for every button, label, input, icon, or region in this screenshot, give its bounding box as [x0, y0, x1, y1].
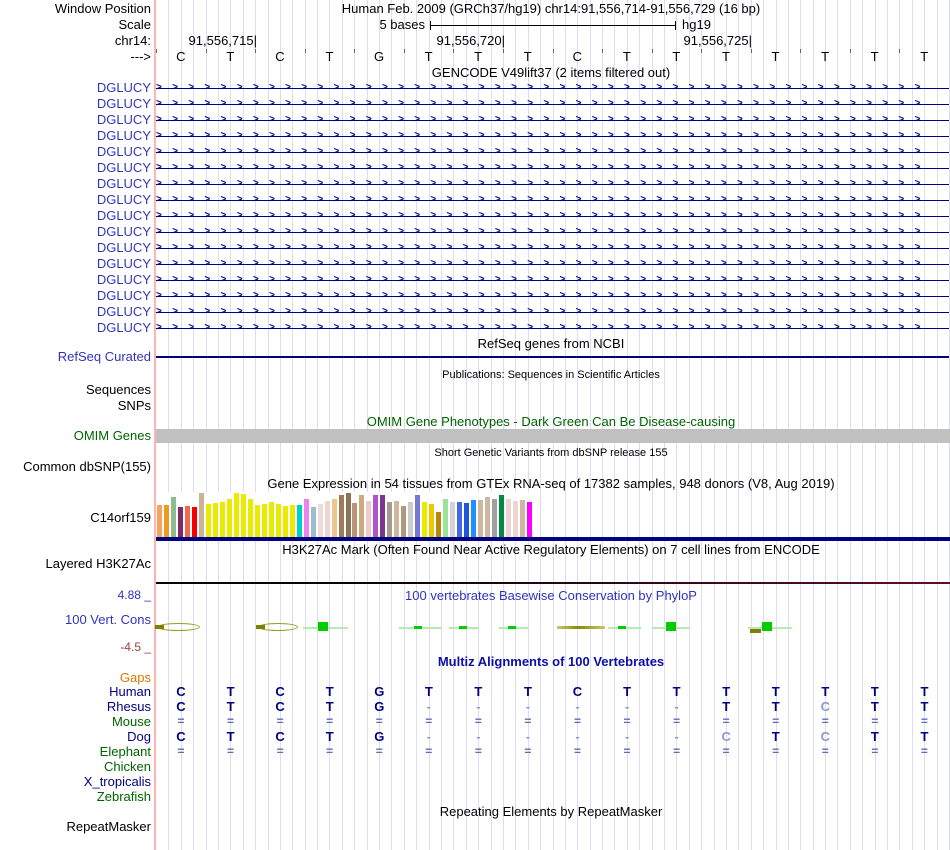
gtex-tissue-bar[interactable] [269, 502, 274, 537]
alignment-base-cell[interactable]: = [276, 744, 284, 758]
gtex-tissue-bar[interactable] [401, 506, 406, 537]
alignment-base-cell[interactable]: C [572, 684, 583, 699]
gene-transcript-row[interactable]: >>>>>>>>>>>>>>>>>>>>>>>>>>>>>>>>>>>>>>>>>>>>>>>> [156, 224, 949, 240]
omim-genes-label[interactable]: OMIM Genes [73, 428, 151, 443]
alignment-base-cell[interactable]: = [772, 714, 780, 728]
dbsnp-track-title[interactable]: Short Genetic Variants from dbSNP release 155 [434, 447, 668, 459]
alignment-base-cell[interactable]: - [476, 729, 481, 744]
alignment-base-cell[interactable]: T [226, 729, 235, 744]
gtex-tissue-bar[interactable] [164, 505, 169, 537]
gene-transcript-row[interactable]: >>>>>>>>>>>>>>>>>>>>>>>>>>>>>>>>>>>>>>>>>>>>>>>> [156, 208, 949, 224]
base-letter[interactable]: T [652, 49, 702, 65]
gtex-tissue-bar[interactable] [283, 506, 288, 537]
gtex-tissue-bar[interactable] [206, 504, 211, 537]
coordinate-label: 91,556,720| [436, 33, 505, 48]
base-letter[interactable]: C [255, 49, 305, 65]
alignment-base-cell[interactable]: T [226, 684, 235, 699]
species-label[interactable]: Rhesus [106, 699, 151, 714]
gene-name-label[interactable]: DGLUCY [96, 80, 151, 95]
alignment-base-cell[interactable]: - [525, 699, 531, 714]
alignment-base-cell[interactable]: T [424, 684, 433, 699]
gtex-tissue-bar[interactable] [304, 499, 309, 537]
gene-name-label[interactable]: DGLUCY [96, 272, 151, 287]
alignment-base-cell[interactable]: G [374, 699, 385, 714]
gtex-tissue-bar[interactable] [199, 493, 204, 537]
alignment-base-cell[interactable]: C [721, 729, 731, 744]
alignment-base-cell[interactable]: = [772, 744, 780, 758]
gene-transcript-row[interactable]: >>>>>>>>>>>>>>>>>>>>>>>>>>>>>>>>>>>>>>>>>>>>>>>> [156, 128, 949, 144]
gene-transcript-row[interactable]: >>>>>>>>>>>>>>>>>>>>>>>>>>>>>>>>>>>>>>>>>>>>>>>> [156, 320, 949, 336]
alignment-base-cell[interactable]: = [573, 714, 581, 728]
gtex-tissue-bar[interactable] [248, 499, 253, 537]
gtex-tissue-bar[interactable] [255, 505, 260, 537]
species-label[interactable]: Zebrafish [96, 789, 151, 804]
gene-name-label[interactable]: DGLUCY [96, 320, 151, 335]
coordinate-label: 91,556,725| [683, 33, 752, 48]
refseq-curated-label[interactable]: RefSeq Curated [57, 349, 151, 364]
alignment-base-cell[interactable]: = [227, 714, 235, 728]
alignment-base-cell[interactable]: T [920, 699, 929, 714]
gene-name-label[interactable]: DGLUCY [96, 240, 151, 255]
alignment-base-cell[interactable]: = [871, 714, 879, 728]
repeatmasker-track-title[interactable]: Repeating Elements by RepeatMasker [439, 804, 663, 819]
alignment-base-cell[interactable]: = [177, 744, 185, 758]
gtex-tissue-bar[interactable] [415, 495, 420, 537]
alignment-base-cell[interactable]: T [523, 684, 532, 699]
repeatmasker-label[interactable]: RepeatMasker [66, 819, 151, 834]
alignment-base-cell[interactable]: C [275, 684, 285, 699]
conservation-min-value: -4.5 _ [120, 640, 151, 654]
gtex-tissue-bar[interactable] [478, 500, 483, 537]
gene-name-label[interactable]: DGLUCY [96, 192, 151, 207]
gtex-tissue-bar[interactable] [178, 507, 183, 537]
alignment-base-cell[interactable]: T [870, 699, 879, 714]
common-dbsnp-label[interactable]: Common dbSNP(155) [23, 459, 151, 474]
gtex-tissue-bar[interactable] [366, 501, 371, 537]
conservation-score-mark[interactable] [459, 626, 467, 629]
gene-name-label[interactable]: DGLUCY [96, 288, 151, 303]
gencode-track-title[interactable]: GENCODE V49lift37 (2 items filtered out) [431, 65, 671, 80]
gtex-tissue-bar[interactable] [464, 503, 469, 537]
conservation-score-mark[interactable] [666, 622, 676, 631]
alignment-base-cell[interactable]: T [325, 729, 334, 744]
alignment-base-cell[interactable]: T [920, 729, 929, 744]
gtex-tissue-bar[interactable] [520, 500, 525, 537]
base-letter[interactable]: T [751, 49, 801, 65]
h3k27ac-track-title[interactable]: H3K27Ac Mark (Often Found Near Active Regulatory Elements) on 7 cell lines from ENCODE [282, 542, 820, 557]
gtex-tissue-bar[interactable] [359, 495, 364, 537]
alignment-base-cell[interactable]: = [326, 714, 334, 728]
gene-transcript-row[interactable]: >>>>>>>>>>>>>>>>>>>>>>>>>>>>>>>>>>>>>>>>>>>>>>>> [156, 176, 949, 192]
gene-transcript-row[interactable]: >>>>>>>>>>>>>>>>>>>>>>>>>>>>>>>>>>>>>>>>>>>>>>>> [156, 112, 949, 128]
alignment-base-cell[interactable]: T [672, 684, 681, 699]
alignment-base-cell[interactable]: - [476, 699, 481, 714]
gene-transcript-row[interactable]: >>>>>>>>>>>>>>>>>>>>>>>>>>>>>>>>>>>>>>>>>>>>>>>> [156, 144, 949, 160]
gtex-tissue-bar[interactable] [471, 500, 476, 537]
gtex-tissue-bar[interactable] [380, 495, 385, 537]
species-label[interactable]: Human [109, 684, 151, 699]
layered-h3k27ac-label[interactable]: Layered H3K27Ac [45, 556, 151, 571]
alignment-base-cell[interactable]: T [474, 684, 483, 699]
gene-name-label[interactable]: DGLUCY [96, 144, 151, 159]
alignment-base-cell[interactable]: C [275, 729, 285, 744]
scale-ruler [430, 21, 676, 30]
alignment-base-cell[interactable]: = [871, 744, 879, 758]
gtex-tissue-bar[interactable] [346, 493, 351, 537]
coordinate-label: 91,556,715| [188, 33, 257, 48]
alignment-base-cell[interactable]: = [326, 744, 334, 758]
gtex-tissue-bar[interactable] [429, 504, 434, 537]
base-letter[interactable]: T [206, 49, 256, 65]
gtex-tissue-bar[interactable] [373, 495, 378, 537]
gtex-tissue-bar[interactable] [352, 503, 357, 537]
gtex-track-title[interactable]: Gene Expression in 54 tissues from GTEx RNA-seq of 17382 samples, 948 donors (V8, Aug 2019) [267, 476, 835, 491]
conservation-score-mark[interactable] [318, 622, 328, 631]
alignment-base-cell[interactable]: = [821, 744, 829, 758]
alignment-base-cell[interactable]: - [674, 699, 679, 714]
gtex-tissue-bar[interactable] [213, 503, 218, 537]
alignment-base-cell[interactable]: C [275, 699, 285, 714]
alignment-base-cell[interactable]: T [771, 729, 780, 744]
gtex-tissue-bar[interactable] [311, 507, 316, 537]
gene-transcript-row[interactable]: >>>>>>>>>>>>>>>>>>>>>>>>>>>>>>>>>>>>>>>>>>>>>>>> [156, 80, 949, 96]
gene-transcript-row[interactable]: >>>>>>>>>>>>>>>>>>>>>>>>>>>>>>>>>>>>>>>>>>>>>>>> [156, 96, 949, 112]
alignment-base-cell[interactable]: = [425, 714, 433, 728]
gene-transcript-row[interactable]: >>>>>>>>>>>>>>>>>>>>>>>>>>>>>>>>>>>>>>>>>>>>>>>> [156, 240, 949, 256]
gtex-tissue-bar[interactable] [185, 506, 190, 537]
gtex-tissue-bar[interactable] [485, 497, 490, 537]
conservation-olive-blob [155, 625, 164, 629]
alignment-base-cell[interactable]: G [374, 729, 385, 744]
alignment-base-cell[interactable]: = [673, 744, 681, 758]
publications-track-title[interactable]: Publications: Sequences in Scientific Articles [442, 369, 660, 381]
alignment-base-cell[interactable]: - [624, 699, 630, 714]
alignment-base-cell[interactable]: T [870, 684, 879, 699]
gtex-tissue-bar[interactable] [332, 499, 337, 537]
gene-name-label[interactable]: DGLUCY [96, 224, 151, 239]
gtex-tissue-bar[interactable] [443, 499, 448, 537]
species-label[interactable]: X_tropicalis [83, 774, 151, 789]
gtex-tissue-bar[interactable] [506, 499, 511, 537]
gtex-tissue-bar[interactable] [157, 505, 162, 537]
alignment-base-cell[interactable]: = [375, 714, 383, 728]
species-label[interactable]: Elephant [99, 744, 151, 759]
conservation-score-mark[interactable] [618, 626, 626, 629]
conservation-olive-blob [750, 629, 761, 633]
alignment-base-cell[interactable]: T [771, 699, 780, 714]
gtex-tissue-bar[interactable] [262, 504, 267, 537]
gene-name-label[interactable]: DGLUCY [96, 160, 151, 175]
conservation-score-mark[interactable] [414, 626, 422, 629]
base-letter[interactable]: G [354, 49, 404, 65]
alignment-base-cell[interactable]: = [920, 744, 928, 758]
conservation-olive-blob [256, 625, 265, 629]
window-position-value: Human Feb. 2009 (GRCh37/hg19) chr14:91,556,714-91,556,729 (16 bp) [341, 1, 761, 16]
alignment-base-cell[interactable]: = [276, 714, 284, 728]
gtex-gene-model-bar[interactable] [156, 537, 950, 541]
alignment-base-cell[interactable]: - [575, 729, 580, 744]
conservation-track-title[interactable]: 100 vertebrates Basewise Conservation by PhyloP [405, 588, 697, 603]
scale-value: 5 bases [379, 17, 425, 32]
species-label[interactable]: Gaps [119, 670, 151, 685]
alignment-base-cell[interactable]: = [375, 744, 383, 758]
alignment-base-cell[interactable]: = [227, 744, 235, 758]
alignment-base-cell[interactable]: C [820, 729, 830, 744]
omim-gene-bar[interactable] [156, 429, 950, 443]
alignment-base-cell[interactable]: = [821, 714, 829, 728]
gtex-tissue-bar[interactable] [171, 497, 176, 537]
base-letter[interactable]: T [800, 49, 850, 65]
gtex-tissue-bar[interactable] [394, 501, 399, 537]
alignment-base-cell[interactable]: - [426, 699, 431, 714]
conservation-label[interactable]: 100 Vert. Cons [65, 612, 151, 627]
alignment-base-cell[interactable]: T [623, 684, 632, 699]
gtex-expression-barchart[interactable] [156, 492, 533, 537]
gtex-tissue-bar[interactable] [318, 504, 323, 537]
alignment-base-cell[interactable]: = [474, 744, 482, 758]
base-letter[interactable]: T [701, 49, 751, 65]
alignment-base-cell[interactable]: C [176, 684, 186, 699]
window-position-label: Window Position [54, 1, 151, 16]
gene-name-label[interactable]: DGLUCY [96, 96, 151, 111]
alignment-base-cell[interactable]: T [722, 699, 731, 714]
alignment-base-cell[interactable]: = [623, 744, 631, 758]
alignment-base-cell[interactable]: = [722, 744, 730, 758]
alignment-base-cell[interactable]: = [425, 744, 433, 758]
species-label[interactable]: Mouse [111, 714, 151, 729]
assembly-name: hg19 [682, 17, 711, 32]
alignment-base-cell[interactable]: - [426, 729, 431, 744]
alignment-base-cell[interactable]: T [226, 699, 235, 714]
scale-label: Scale [118, 17, 151, 32]
gtex-tissue-bar[interactable] [276, 504, 281, 537]
gtex-tissue-bar[interactable] [290, 505, 295, 537]
gtex-tissue-bar[interactable] [436, 512, 441, 537]
alignment-base-cell[interactable]: - [525, 729, 531, 744]
gene-name-label[interactable]: DGLUCY [96, 128, 151, 143]
gtex-tissue-bar[interactable] [408, 502, 413, 537]
gene-transcript-row[interactable]: >>>>>>>>>>>>>>>>>>>>>>>>>>>>>>>>>>>>>>>>>>>>>>>> [156, 256, 949, 272]
gene-name-label[interactable]: DGLUCY [96, 304, 151, 319]
h3k27ac-signal-line[interactable] [156, 582, 950, 584]
gtex-tissue-bar[interactable] [492, 499, 497, 537]
gtex-tissue-bar[interactable] [450, 502, 455, 537]
alignment-base-cell[interactable]: = [524, 744, 532, 758]
base-letter[interactable]: T [850, 49, 900, 65]
refseq-gene-bar[interactable] [156, 356, 949, 358]
alignment-base-cell[interactable]: - [674, 729, 679, 744]
gtex-tissue-bar[interactable] [227, 499, 232, 537]
gtex-tissue-bar[interactable] [234, 493, 239, 537]
base-letter[interactable]: T [453, 49, 503, 65]
gtex-tissue-bar[interactable] [325, 501, 330, 537]
strand-arrow-label[interactable]: ---> [130, 49, 151, 64]
alignment-base-cell[interactable]: T [920, 684, 929, 699]
conservation-score-mark[interactable] [508, 626, 516, 629]
gtex-tissue-bar[interactable] [422, 502, 427, 537]
gene-name-label[interactable]: DGLUCY [96, 112, 151, 127]
gtex-gene-label[interactable]: C14orf159 [90, 510, 151, 525]
gene-transcript-row[interactable]: >>>>>>>>>>>>>>>>>>>>>>>>>>>>>>>>>>>>>>>>>>>>>>>> [156, 288, 949, 304]
alignment-base-cell[interactable]: T [870, 729, 879, 744]
gtex-tissue-bar[interactable] [457, 502, 462, 537]
gene-transcript-row[interactable]: >>>>>>>>>>>>>>>>>>>>>>>>>>>>>>>>>>>>>>>>>>>>>>>> [156, 304, 949, 320]
gene-name-label[interactable]: DGLUCY [96, 208, 151, 223]
base-letter[interactable]: T [899, 49, 949, 65]
gene-transcript-row[interactable]: >>>>>>>>>>>>>>>>>>>>>>>>>>>>>>>>>>>>>>>>>>>>>>>> [156, 160, 949, 176]
gtex-tissue-bar[interactable] [527, 502, 532, 537]
multiz-track-title[interactable]: Multiz Alignments of 100 Vertebrates [437, 654, 665, 669]
chromosome-label: chr14: [114, 33, 151, 48]
refseq-track-title[interactable]: RefSeq genes from NCBI [477, 336, 625, 351]
conservation-max-value: 4.88 _ [117, 588, 151, 602]
gtex-tissue-bar[interactable] [297, 505, 302, 537]
alignment-base-cell[interactable]: G [374, 684, 385, 699]
alignment-base-cell[interactable]: = [722, 714, 730, 728]
alignment-base-cell[interactable]: C [176, 699, 186, 714]
species-label[interactable]: Chicken [104, 759, 151, 774]
gene-transcript-row[interactable]: >>>>>>>>>>>>>>>>>>>>>>>>>>>>>>>>>>>>>>>>>>>>>>>> [156, 192, 949, 208]
omim-track-title[interactable]: OMIM Gene Phenotypes - Dark Green Can Be Disease-causing [366, 414, 736, 429]
alignment-base-cell[interactable]: T [325, 699, 334, 714]
alignment-base-cell[interactable]: T [325, 684, 334, 699]
sequences-label[interactable]: Sequences [85, 382, 151, 397]
gtex-tissue-bar[interactable] [241, 494, 246, 537]
gtex-tissue-bar[interactable] [220, 502, 225, 537]
conservation-olive-line[interactable] [557, 626, 605, 629]
species-label[interactable]: Dog [127, 729, 151, 744]
alignment-base-cell[interactable]: - [624, 729, 630, 744]
gtex-tissue-bar[interactable] [192, 507, 197, 537]
base-letter[interactable]: T [404, 49, 454, 65]
gtex-tissue-bar[interactable] [387, 502, 392, 537]
base-letter[interactable]: C [553, 49, 603, 65]
alignment-base-cell[interactable]: C [820, 699, 830, 714]
gene-transcript-row[interactable]: >>>>>>>>>>>>>>>>>>>>>>>>>>>>>>>>>>>>>>>>>>>>>>>> [156, 272, 949, 288]
alignment-base-cell[interactable]: C [176, 729, 186, 744]
alignment-base-cell[interactable]: = [524, 714, 532, 728]
alignment-base-cell[interactable]: = [623, 714, 631, 728]
gene-name-label[interactable]: DGLUCY [96, 256, 151, 271]
base-letter[interactable]: T [503, 49, 553, 65]
alignment-base-cell[interactable]: T [771, 684, 780, 699]
alignment-base-cell[interactable]: = [673, 714, 681, 728]
alignment-base-cell[interactable]: = [474, 714, 482, 728]
gtex-tissue-bar[interactable] [513, 501, 518, 537]
alignment-base-cell[interactable]: T [722, 684, 731, 699]
gtex-tissue-bar[interactable] [339, 495, 344, 537]
gene-name-label[interactable]: DGLUCY [96, 176, 151, 191]
conservation-score-mark[interactable] [762, 622, 772, 631]
snps-label[interactable]: SNPs [117, 398, 151, 413]
base-letter[interactable]: T [305, 49, 355, 65]
alignment-base-cell[interactable]: - [575, 699, 580, 714]
gtex-tissue-bar[interactable] [499, 495, 504, 537]
alignment-base-cell[interactable]: = [573, 744, 581, 758]
alignment-base-cell[interactable]: = [177, 714, 185, 728]
base-letter[interactable]: T [602, 49, 652, 65]
base-letter[interactable]: C [156, 49, 206, 65]
alignment-base-cell[interactable]: = [920, 714, 928, 728]
alignment-base-cell[interactable]: T [821, 684, 830, 699]
